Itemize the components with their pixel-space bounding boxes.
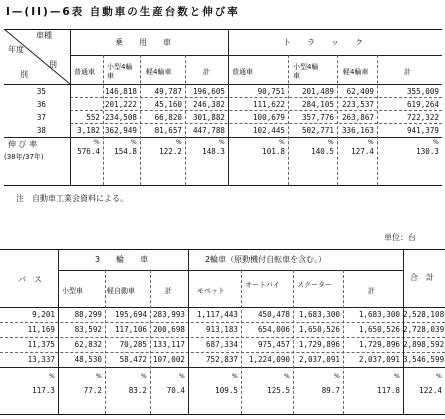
percent-sign: % <box>279 139 285 146</box>
corner-year: 年度 <box>8 45 24 54</box>
col-header: 普通車 <box>74 68 95 76</box>
table-cell: 2,037,091 <box>358 355 400 364</box>
table-cell: 201,222 <box>104 100 137 109</box>
percent-sign: % <box>328 139 334 146</box>
table-cell: 687,334 <box>205 340 238 349</box>
table-cell: 62,832 <box>74 340 102 349</box>
table-cell: 3,182 <box>77 126 100 135</box>
row-year: 38 <box>36 126 46 135</box>
table-cell: 107,002 <box>152 355 185 364</box>
table-cell: 336,163 <box>341 126 374 135</box>
table-cell: 552 <box>86 113 100 122</box>
table-cell: 117,106 <box>114 325 147 334</box>
col-header: 普通車 <box>232 68 253 76</box>
percent-sign: % <box>179 373 185 380</box>
sub-header: 軽自動車 <box>107 287 135 295</box>
table-cell: 2,037,091 <box>298 355 340 364</box>
table-cell: 196,605 <box>192 87 225 96</box>
growth-cell: 576.4 <box>77 147 100 156</box>
percent-sign: % <box>94 139 100 146</box>
percent-sign: % <box>284 373 290 380</box>
percent-sign: % <box>232 373 238 380</box>
table-cell: 450,478 <box>257 310 290 319</box>
table-cell: 58,472 <box>119 355 147 364</box>
table-cell: 234,508 <box>104 113 137 122</box>
table-cell: 357,776 <box>301 113 334 122</box>
growth-cell: 127.4 <box>351 147 374 156</box>
col-header: 小型4輪車 <box>293 63 319 80</box>
percent-sign: % <box>141 373 147 380</box>
table-cell: 11,169 <box>27 325 55 334</box>
table-cell: 13,337 <box>27 355 55 364</box>
sub-header: 計 <box>165 287 172 295</box>
table-cell: 62,409 <box>346 87 374 96</box>
unit-label: 単位：台 <box>384 233 416 242</box>
table-cell: 263,867 <box>341 113 374 122</box>
table-cell: 111,622 <box>252 100 285 109</box>
table-cell: 48,530 <box>74 355 102 364</box>
table-cell: 301,882 <box>192 113 225 122</box>
corner-kind: 車種 <box>36 31 52 40</box>
col-header: 小型4輪車 <box>107 63 133 80</box>
sub-header: モペット <box>197 287 225 295</box>
percent-sign: % <box>176 139 182 146</box>
growth-cell: 117.8 <box>377 386 400 395</box>
percent-sign: % <box>49 373 55 380</box>
table-cell: 502,771 <box>301 126 334 135</box>
table-cell: 941,379 <box>406 126 439 135</box>
growth-cell: 109.5 <box>215 386 238 395</box>
group-passenger-header: 乗 用 車 <box>115 38 171 47</box>
growth-label-a: 伸 び 率 <box>8 140 38 149</box>
table-cell: 1,650,526 <box>298 325 340 334</box>
table-cell: 3,546,599 <box>403 355 445 364</box>
col-total-header: 合 計 <box>410 273 434 282</box>
col-bus-header: バ ス <box>18 275 42 284</box>
table-cell: 913,183 <box>205 325 238 334</box>
group-two-header: 2輪車（原動機付自転車を含む。） <box>205 255 327 264</box>
col-header: 軽4輪車 <box>343 68 369 76</box>
growth-cell: 125.5 <box>267 386 290 395</box>
percent-sign: % <box>394 373 400 380</box>
table-cell: 2,728,039 <box>403 325 445 334</box>
col-header: 計 <box>404 68 411 76</box>
growth-label-b: (38年/37年) <box>4 153 44 161</box>
sub-header: スクーター <box>297 281 332 289</box>
growth-cell: 148.3 <box>202 147 225 156</box>
table-cell: 1,117,443 <box>196 310 238 319</box>
table-cell: 70,285 <box>119 340 147 349</box>
growth-cell: 77.2 <box>83 386 102 395</box>
table-cell: 88,299 <box>74 310 102 319</box>
growth-cell: 154.8 <box>114 147 137 156</box>
growth-cell: 122.4 <box>419 386 442 395</box>
table-cell: 201,489 <box>301 87 334 96</box>
table-title: I—(II)—6表 自動車の生産台数と伸び率 <box>6 6 240 18</box>
col-header: 計 <box>203 68 210 76</box>
table-cell: 283,993 <box>152 310 185 319</box>
row-year: 37 <box>36 113 46 122</box>
table-cell: 45,160 <box>154 100 182 109</box>
table-cell: 223,537 <box>341 100 374 109</box>
growth-cell: 101.8 <box>262 147 285 156</box>
table-cell: 102,445 <box>252 126 285 135</box>
table-cell: 2,528,108 <box>403 310 445 319</box>
row-year: 36 <box>36 100 46 109</box>
table-cell: 654,006 <box>257 325 290 334</box>
table-cell: 11,375 <box>27 340 55 349</box>
percent-sign: % <box>131 139 137 146</box>
percent-sign: % <box>436 373 442 380</box>
col-header: 軽4輪車 <box>146 68 172 76</box>
table-cell: 1,683,300 <box>298 310 340 319</box>
growth-cell: 70.4 <box>166 386 185 395</box>
corner-sep: 別 <box>49 60 57 69</box>
table-cell: 9,201 <box>32 310 55 319</box>
growth-cell: 140.5 <box>311 147 334 156</box>
percent-sign: % <box>368 139 374 146</box>
table-cell: 355,009 <box>406 87 439 96</box>
table-cell: 2,898,592 <box>403 340 445 349</box>
table-cell: 1,729,896 <box>298 340 340 349</box>
table-cell: 447,788 <box>192 126 225 135</box>
table-cell: 362,949 <box>104 126 137 135</box>
sub-header: 小型車 <box>62 287 83 295</box>
growth-cell: 122.2 <box>159 147 182 156</box>
table-cell: 1,650,526 <box>358 325 400 334</box>
corner-cat: 別 <box>20 70 28 79</box>
table-cell: 975,457 <box>257 340 290 349</box>
table-cell: 246,382 <box>192 100 225 109</box>
table-cell: 83,592 <box>74 325 102 334</box>
percent-sign: % <box>433 139 439 146</box>
table-cell: 200,698 <box>152 325 185 334</box>
row-year: 35 <box>36 87 46 96</box>
table-cell: 100,679 <box>252 113 285 122</box>
growth-cell: 130.3 <box>416 147 439 156</box>
table-cell: 1,683,300 <box>358 310 400 319</box>
percent-sign: % <box>96 373 102 380</box>
table-cell: 133,117 <box>152 340 185 349</box>
table-cell: 1,224,090 <box>248 355 290 364</box>
sub-header: 計 <box>368 287 375 295</box>
table-cell: 195,694 <box>114 310 147 319</box>
table-cell: 66,820 <box>154 113 182 122</box>
table-cell: 90,751 <box>257 87 285 96</box>
group-truck-header: ト ラ ッ ク <box>283 38 363 47</box>
table-cell: 619,264 <box>406 100 439 109</box>
table-cell: 722,322 <box>406 113 439 122</box>
table-cell: 49,787 <box>154 87 182 96</box>
growth-cell: 89.7 <box>321 386 340 395</box>
percent-sign: % <box>219 139 225 146</box>
table-cell: 752,837 <box>205 355 238 364</box>
table-cell: 284,105 <box>301 100 334 109</box>
table-cell: 81,657 <box>154 126 182 135</box>
sub-header: オートバイ <box>245 281 280 289</box>
table-cell: 146,818 <box>104 87 137 96</box>
percent-sign: % <box>334 373 340 380</box>
growth-cell: 83.2 <box>128 386 147 395</box>
growth-cell: 117.3 <box>32 386 55 395</box>
source-note: 注 自動車工業会資料による。 <box>16 194 128 203</box>
table-cell: 1,729,896 <box>358 340 400 349</box>
group-three-header: 3 輪 車 <box>95 255 149 264</box>
